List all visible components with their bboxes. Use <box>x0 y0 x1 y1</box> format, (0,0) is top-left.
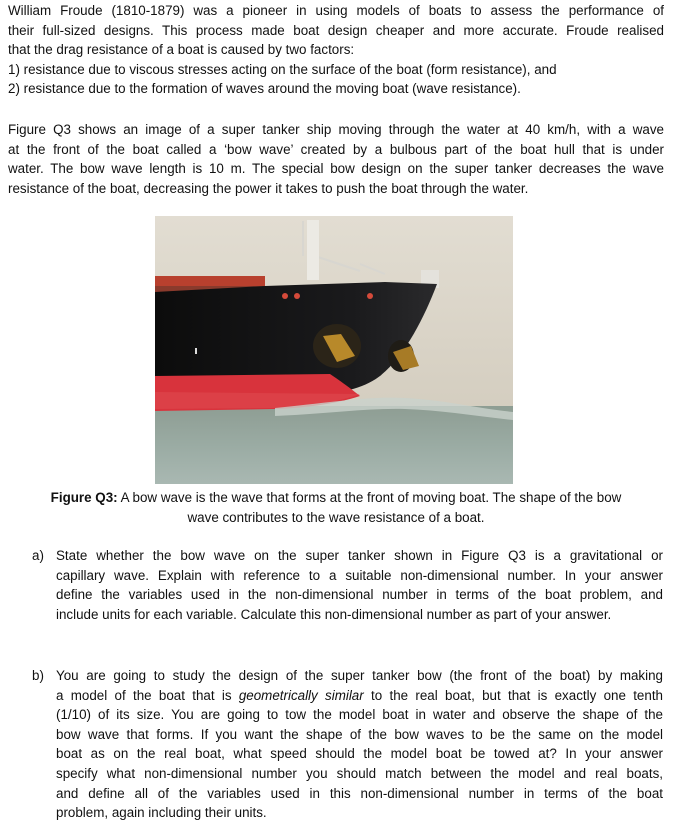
intro-paragraph <box>8 1 664 99</box>
text-line: water. The bow wave length is 10 m. The special bow design on the super tanker decreases the wave <box>8 161 664 177</box>
text-line: You are going to study the design of the super tanker bow (the front of the boat) by making <box>56 668 663 683</box>
text-line: and define all of the variables used in this non-dimensional number in terms of the boat <box>56 785 663 801</box>
super-tanker-photo <box>155 216 513 484</box>
text-line: include units for each variable. Calculate this non-dimensional number as part of your answer. <box>56 606 612 622</box>
figure-caption <box>8 488 664 528</box>
text-line: boat as on the real boat, what speed should the model boat be towed at? In your answer <box>56 746 663 762</box>
text-line: problem, again including their units. <box>56 805 267 821</box>
question-label: b) <box>32 668 44 683</box>
text-line: resistance of the boat, decreasing the power it takes to push the boat through the water. <box>8 180 529 196</box>
text-line: Figure Q3 shows an image of a super tanker ship moving through the water at 40 km/h, with a wave <box>8 122 664 137</box>
caption-text: A bow wave is the wave that forms at the front of moving boat. The shape of the bow <box>117 490 622 505</box>
text-line: William Froude (1810-1879) was a pioneer in using models of boats to assess the performance of <box>8 3 664 18</box>
text-line <box>56 686 663 706</box>
text-line: 1) resistance due to viscous stresses acting on the surface of the boat (form resistance), and <box>8 61 557 77</box>
emphasis-text: geometrically similar <box>238 687 364 703</box>
text-line: at the front of the boat called a ‘bow wave’ created by a bulbous part of the boat hull that is under <box>8 141 664 157</box>
text-line: State whether the bow wave on the super tanker shown in Figure Q3 is a gravitational or <box>56 548 663 563</box>
text-line: 2) resistance due to the formation of waves around the moving boat (wave resistance). <box>8 81 521 97</box>
question-label: a) <box>32 548 44 563</box>
text-line: that the drag resistance of a boat is caused by two factors: <box>8 42 355 58</box>
caption-text-line2: wave contributes to the wave resistance of a boat. <box>187 510 485 525</box>
text-segment: a model of the boat that is <box>56 687 239 703</box>
caption-label: Figure Q3: <box>50 490 118 505</box>
text-line: (1/10) of its size. You are going to tow the model boat in water and observe the shape of the <box>56 707 663 723</box>
context-paragraph <box>8 120 664 198</box>
text-line: capillary wave. Explain with reference to a suitable non-dimensional number. In your answer <box>56 567 663 583</box>
text-line: their full-sized designs. This process made boat design cheaper and more accurate. Froude realised <box>8 22 664 38</box>
text-line: specify what non-dimensional number you should match between the model and real boats, <box>56 765 663 781</box>
text-segment: to the real boat, but that is exactly one tenth <box>363 687 663 703</box>
text-line: define the variables used in the non-dimensional number in terms of the boat problem, and <box>56 587 663 603</box>
text-line: bow wave that forms. If you want the shape of the bow waves to be the same on the model <box>56 726 663 742</box>
